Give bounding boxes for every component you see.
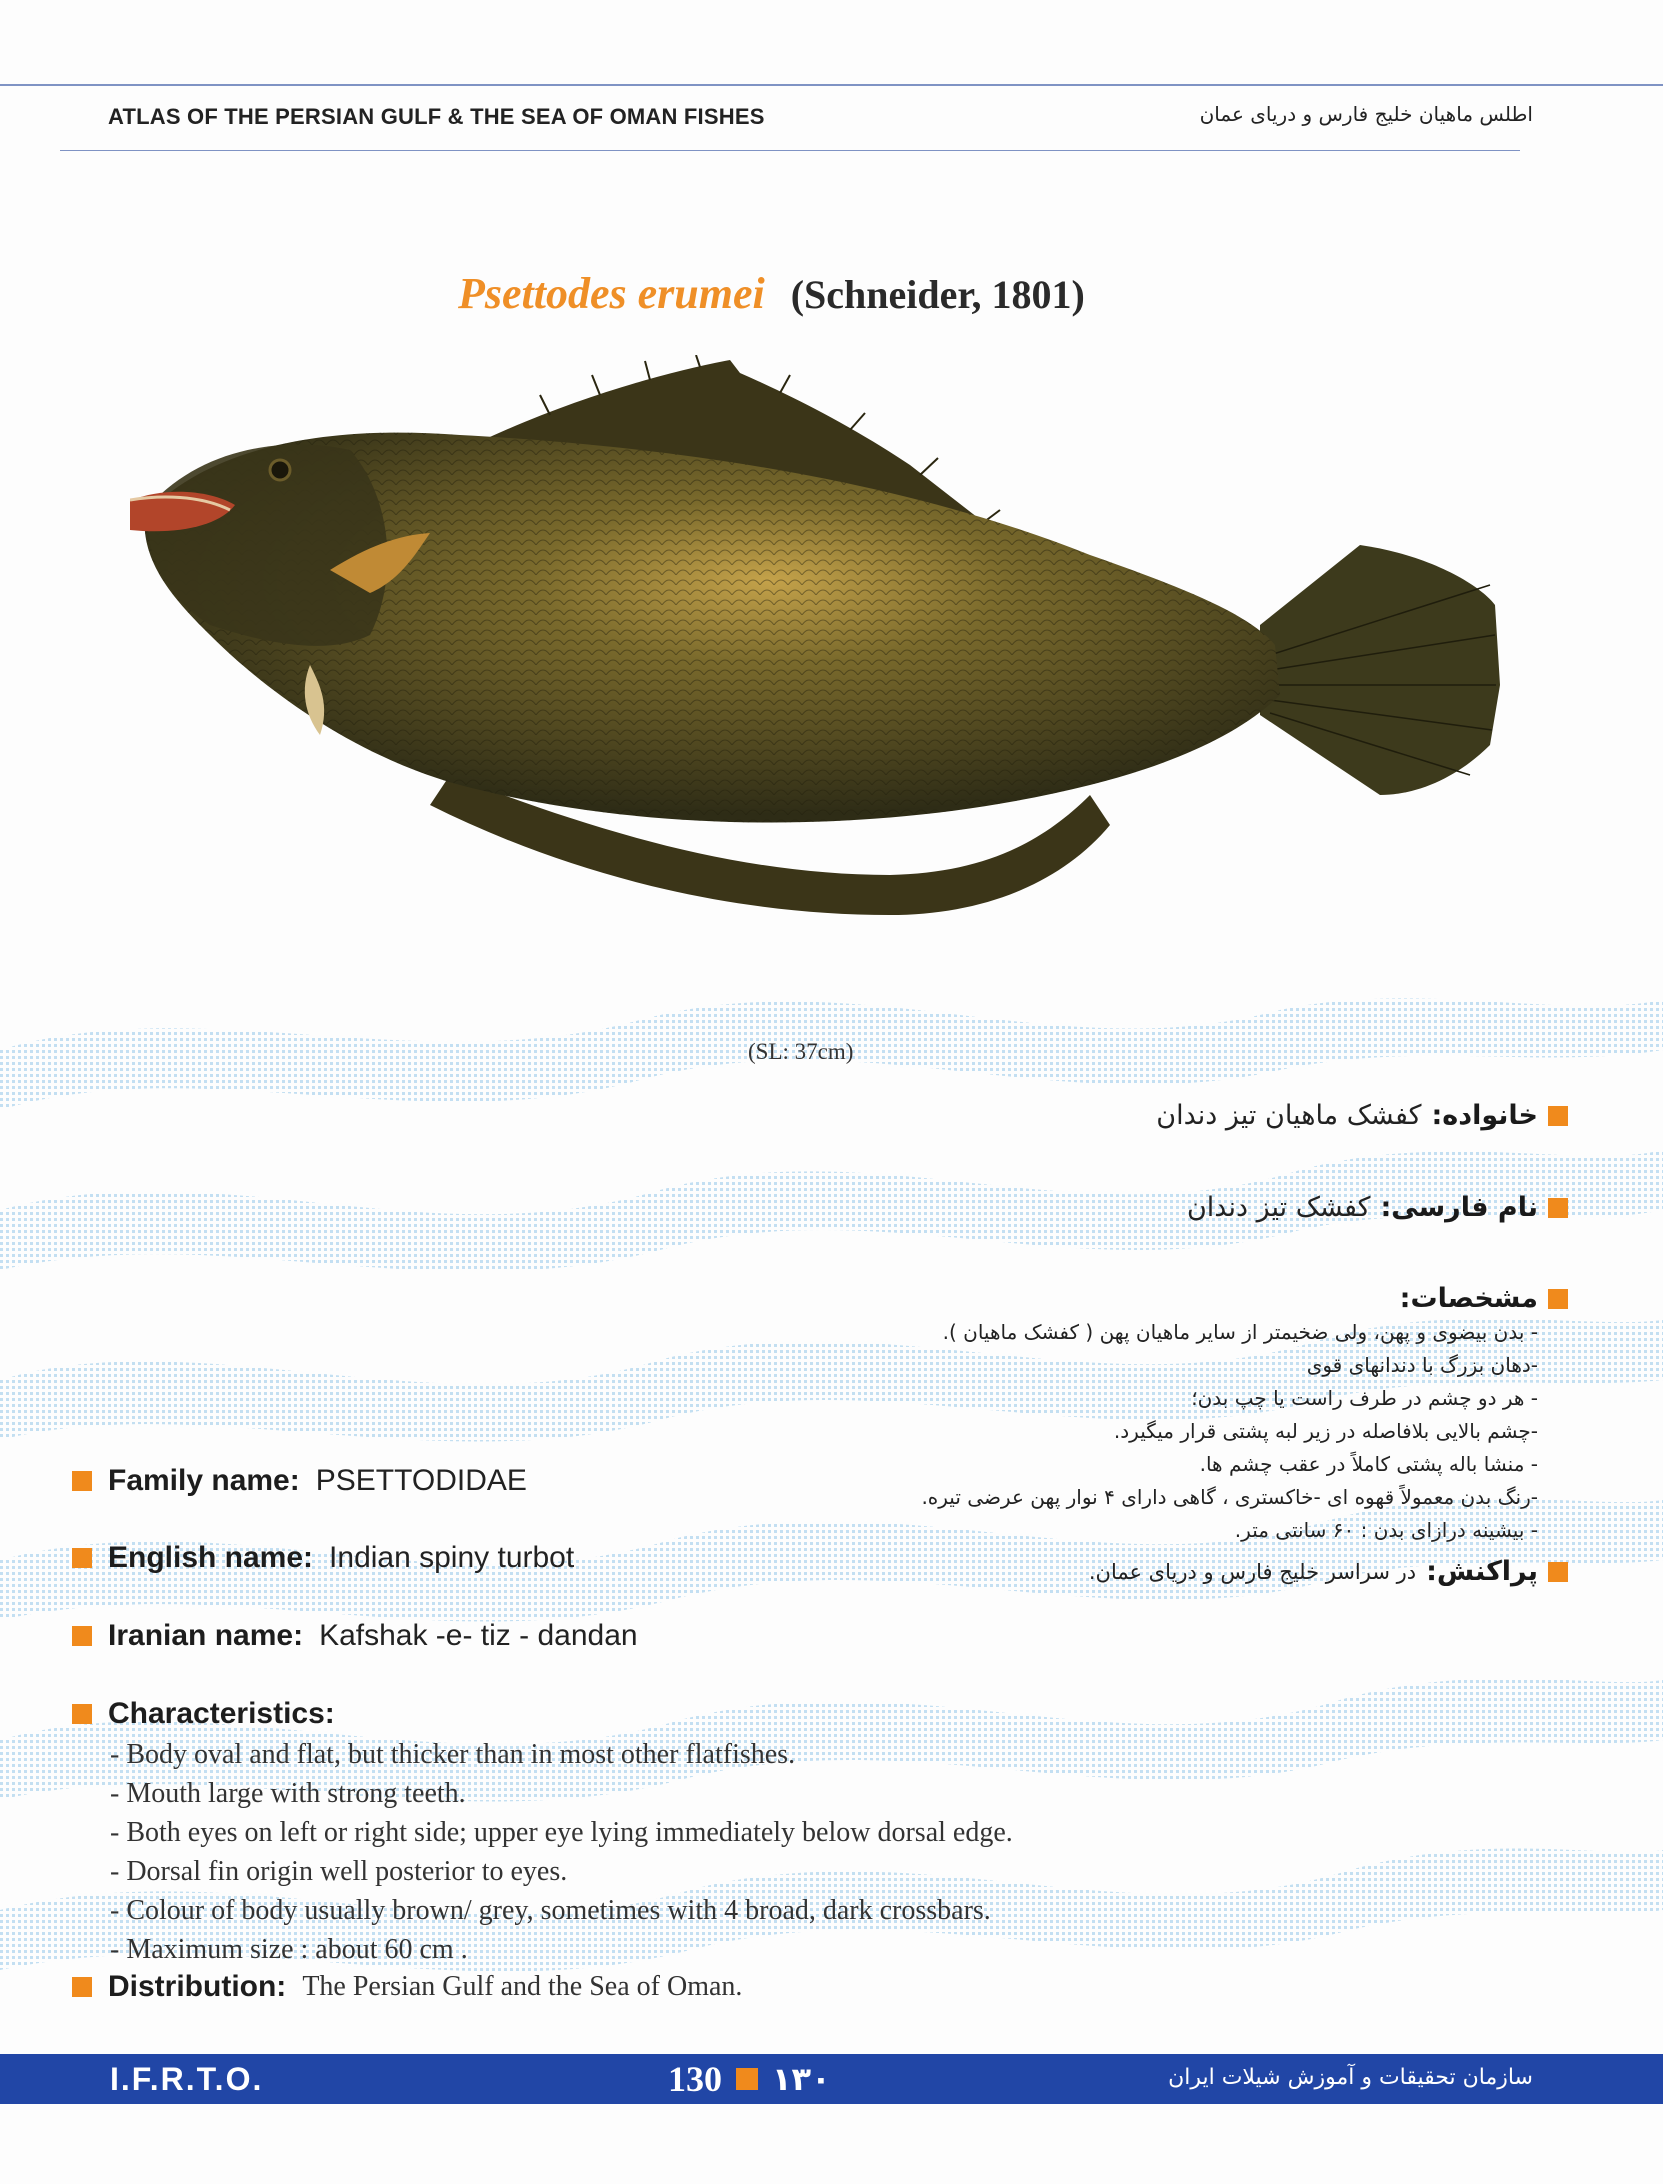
footer-org-fa: سازمان تحقیقات و آموزش شیلات ایران [1168,2065,1533,2090]
en-english-label: English name: [108,1541,314,1574]
bullet-square [72,1548,92,1568]
en-distribution-label: Distribution: [108,1970,287,2003]
en-characteristics-list [110,1735,1013,1969]
bullet-square [72,1704,92,1724]
bullet-square [72,1626,92,1646]
en-char-line: - Body oval and flat, but thicker than in most other flatfishes. [110,1739,796,1770]
fa-family-value: کفشک ماهیان تیز دندان [1156,1100,1422,1131]
en-iranian-label: Iranian name: [108,1619,304,1652]
en-english-name [72,1541,574,1575]
en-char-line: - Dorsal fin origin well posterior to eyes. [110,1856,568,1887]
en-distribution [72,1970,742,2004]
en-char-line: - Maximum size : about 60 cm . [110,1934,468,1965]
en-family [72,1464,527,1498]
fa-char-line: -رنگ بدن معمولاً قهوه ای -خاکستری ، گاهی دارای ۴ نوار پهن عرضی تیره. [921,1485,1538,1509]
fa-char-line: - بیشینه درازای بدن : ۶۰ سانتی متر. [1234,1518,1538,1542]
page-number [668,2058,831,2100]
fa-name-value: کفشک تیز دندان [1186,1192,1371,1223]
fa-char-line: -دهان بزرگ با دندانهای قوی [1306,1353,1538,1377]
bullet-square [1548,1198,1568,1218]
tail-fin [1260,545,1500,795]
en-english-value: Indian spiny turbot [329,1541,575,1574]
bullet-square [1548,1106,1568,1126]
en-iranian-value: Kafshak -e- tiz - dandan [319,1619,638,1652]
fa-distribution-value: در سراسر خلیج فارس و دریای عمان. [1088,1559,1417,1584]
bullet-square [736,2068,758,2090]
fa-char-line: - بدن بیضوی و پهن، ولی ضخیمتر از سایر ماهیان پهن ( کفشک ماهیان ). [942,1320,1538,1344]
fish-eye [270,460,290,480]
fish-illustration [130,355,1500,940]
scientific-name: Psettodes erumei [458,269,765,318]
en-characteristics [72,1697,1013,1969]
bullet-square [72,1977,92,1997]
bullet-square [1548,1289,1568,1309]
en-distribution-value: The Persian Gulf and the Sea of Oman. [302,1971,743,2002]
fa-name-label: نام فارسی: [1380,1192,1538,1223]
fa-family [1156,1100,1568,1131]
fa-characteristics-list [921,1316,1538,1547]
fa-char-line: -چشم بالایی بلافاصله در زیر لبه پشتی قرار میگیرد. [1113,1419,1538,1443]
bullet-square [1548,1562,1568,1582]
fish-head [148,445,387,646]
en-family-value: PSETTODIDAE [315,1464,527,1497]
footer-org-en: I.F.R.T.O. [110,2061,264,2097]
fa-char-line: - منشا باله پشتی کاملاً در عقب چشم ها. [1199,1452,1538,1476]
fa-characteristics [921,1283,1568,1547]
fa-characteristics-label: مشخصات: [1399,1283,1538,1314]
species-title [458,268,1085,319]
page-number-latin: 130 [668,2059,722,2099]
header-title-en: ATLAS OF THE PERSIAN GULF & THE SEA OF OMAN FISHES [108,104,765,129]
bullet-square [72,1471,92,1491]
fa-name [1187,1192,1568,1223]
en-char-line: - Both eyes on left or right side; upper eye lying immediately below dorsal edge. [110,1817,1013,1848]
footer-bar [0,2054,1663,2104]
header-bottom-rule [60,150,1520,151]
en-char-line: - Colour of body usually brown/ grey, sometimes with 4 broad, dark crossbars. [110,1895,991,1926]
en-char-line: - Mouth large with strong teeth. [110,1778,466,1809]
fish-caption: (SL: 37cm) [748,1039,854,1064]
en-family-label: Family name: [108,1464,300,1497]
fa-char-line: - هر دو چشم در طرف راست یا چپ بدن؛ [1191,1386,1538,1410]
fa-family-label: خانواده: [1431,1100,1538,1131]
species-authority: (Schneider, 1801) [790,272,1085,317]
en-characteristics-label: Characteristics: [108,1697,335,1730]
header-title-fa: اطلس ماهیان خلیج فارس و دریای عمان [1199,102,1533,126]
header-top-rule [0,84,1663,86]
en-iranian-name [72,1619,638,1653]
fa-distribution-label: پراکنش: [1426,1556,1538,1587]
fa-distribution [1089,1556,1568,1587]
page-number-persian: ۱۳۰ [772,2060,831,2098]
